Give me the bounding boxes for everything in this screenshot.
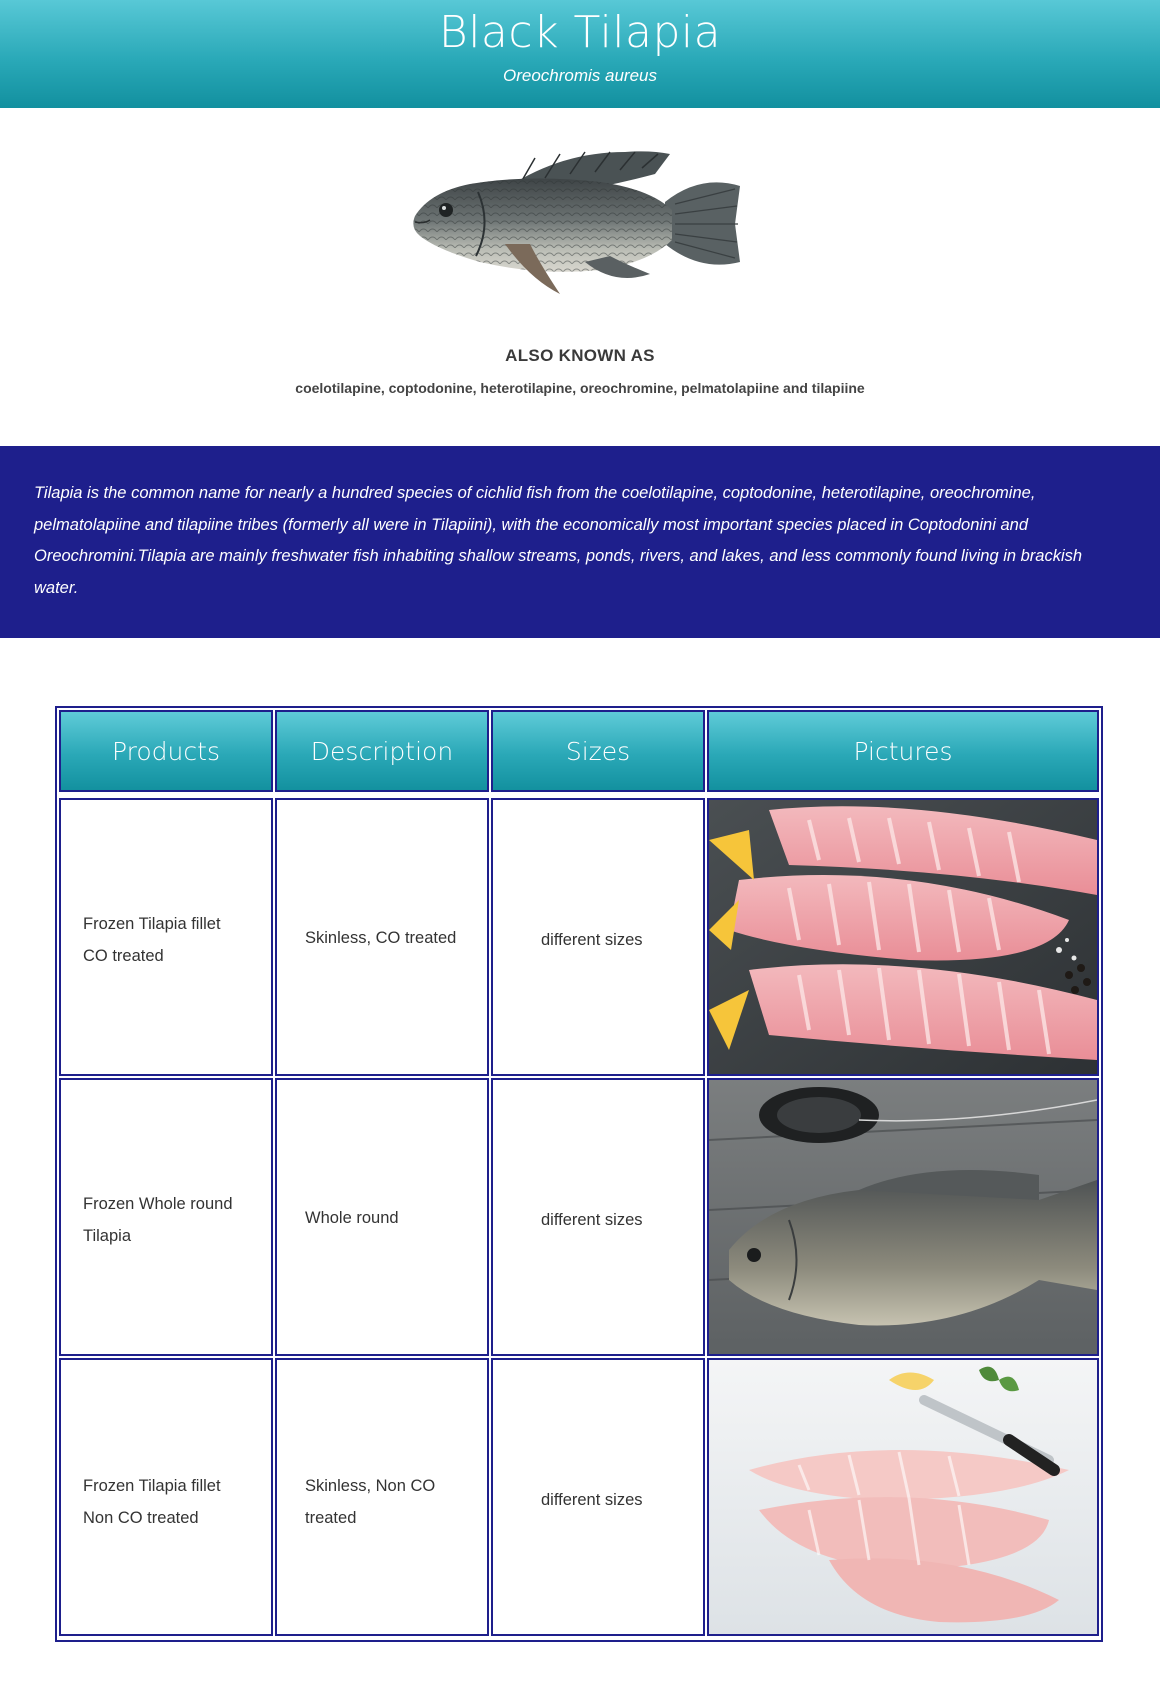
table-row-2-size: [491, 1078, 705, 1356]
pink-fillets-with-lemon-image: [707, 798, 1099, 1076]
header-description: Description: [275, 710, 489, 792]
products-table: [55, 706, 1103, 1642]
table-row-2-product: [59, 1078, 273, 1356]
product-description: Whole round: [305, 1209, 399, 1227]
whole-fish-on-wood-image: [707, 1078, 1099, 1356]
white-fillets-on-ice-image: [707, 1358, 1099, 1636]
product-size: different sizes: [541, 1491, 643, 1509]
product-size: different sizes: [541, 1211, 643, 1229]
product-name-line-2: Tilapia: [83, 1227, 131, 1245]
tilapia-fish-icon: [410, 144, 740, 304]
header-products: Products: [59, 710, 273, 792]
product-name-line-2: CO treated: [83, 947, 164, 965]
table-row-2-description: [275, 1078, 489, 1356]
table-row-1-size: [491, 798, 705, 1076]
page-header: [0, 0, 1160, 108]
page-title: Black Tilapia: [438, 7, 722, 58]
table-row-3-size: [491, 1358, 705, 1636]
table-row-1-description: [275, 798, 489, 1076]
table-row-1-product: [59, 798, 273, 1076]
product-name-line-2: Non CO treated: [83, 1509, 199, 1527]
header-pictures: Pictures: [707, 710, 1099, 792]
also-known-as-names: coelotilapine, coptodonine, heterotilapine, oreochromine, pelmatolapiine and tilapiine: [295, 380, 865, 396]
product-description-line-2: treated: [305, 1509, 357, 1527]
product-name-line-1: Frozen Tilapia fillet: [83, 915, 221, 933]
also-known-as-section: [0, 346, 1160, 396]
product-size: different sizes: [541, 931, 643, 949]
product-name-line-1: Frozen Tilapia fillet: [83, 1477, 221, 1495]
description-text: Tilapia is the common name for nearly a hundred species of cichlid fish from the coelotilapine, coptodonine, heterotilapine, oreochromine, pelmatolapiine and tilapiine tribes (formerly all were in Tilapiini), with the economically most important species placed in Coptodonini and Oreochromini.Tilapia are mainly freshwater fish inhabiting shallow streams, ponds, rivers, and lakes, and less commonly found living in brackish water.: [34, 484, 1083, 597]
table-row-3-product: [59, 1358, 273, 1636]
table-row-3-description: [275, 1358, 489, 1636]
product-description-line-1: Skinless, Non CO: [305, 1477, 436, 1495]
header-sizes: Sizes: [491, 710, 705, 792]
product-description: Skinless, CO treated: [305, 929, 457, 947]
description-band: [0, 446, 1160, 638]
product-name-line-1: Frozen Whole round: [83, 1195, 233, 1213]
scientific-name: Oreochromis aureus: [502, 66, 657, 85]
also-known-as-label: ALSO KNOWN AS: [505, 346, 655, 365]
